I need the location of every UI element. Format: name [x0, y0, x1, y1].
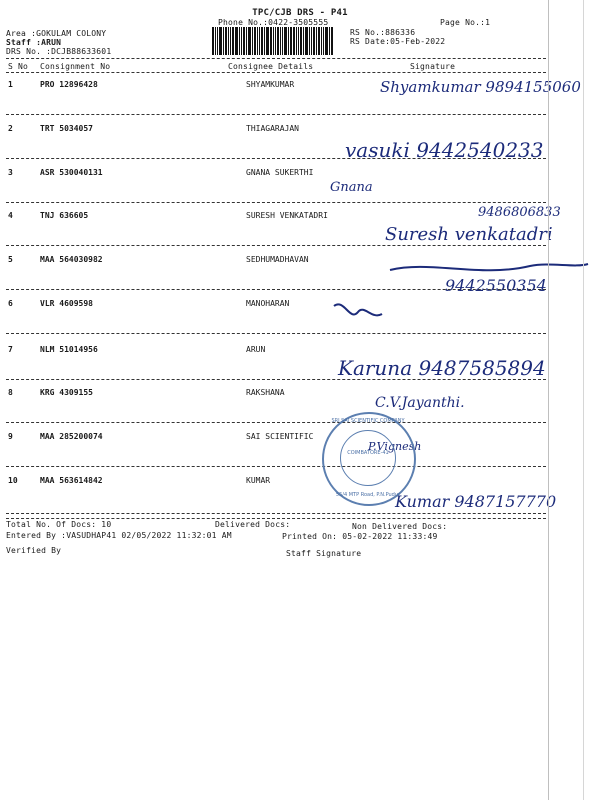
- row-sno: 1: [8, 80, 13, 89]
- row-sno: 7: [8, 345, 13, 354]
- barcode-bar: [261, 27, 263, 55]
- barcode-bar: [323, 27, 324, 55]
- barcode-bar: [225, 27, 227, 55]
- row-consignment: KRG 4309155: [40, 388, 93, 397]
- barcode-bar: [252, 27, 253, 55]
- row-consignment: TRT 5034057: [40, 124, 93, 133]
- barcode-bar: [318, 27, 320, 55]
- barcode-bar: [212, 27, 214, 55]
- divider: [6, 72, 546, 73]
- barcode-bar: [248, 27, 251, 55]
- staff-signature: Staff Signature: [286, 549, 362, 558]
- barcode-bar: [290, 27, 292, 55]
- barcode-bar: [309, 27, 310, 55]
- signature-10: Kumar 9487157770: [395, 492, 557, 511]
- col-sno: S No: [8, 62, 29, 71]
- barcode-bar: [275, 27, 276, 55]
- signature-9: P.Vignesh: [368, 440, 422, 453]
- signature-scribbles: [330, 256, 600, 336]
- row-divider: [6, 114, 546, 115]
- barcode-bar: [288, 27, 289, 55]
- signature-3: Gnana: [330, 180, 373, 195]
- signature-5-scribble: [390, 264, 588, 270]
- row-consignment: MAA 285200074: [40, 432, 103, 441]
- row-sno: 9: [8, 432, 13, 441]
- barcode-bar: [331, 27, 333, 55]
- row-consignment: PRO 12896428: [40, 80, 98, 89]
- stamp-inner-ring: [340, 430, 396, 486]
- signature-7: Karuna 9487585894: [338, 356, 546, 380]
- row-consignee: SHYAMKUMAR: [246, 80, 295, 89]
- signature-6-scribble: [334, 304, 382, 315]
- stamp-ring-text: SRI SAI SCIENTIFIC COMPANY: [331, 418, 405, 424]
- barcode-bar: [235, 27, 238, 55]
- divider: [6, 58, 546, 59]
- staff-label: Staff :ARUN: [6, 38, 62, 47]
- row-consignee: RAKSHANA: [246, 388, 285, 397]
- barcode-bar: [273, 27, 274, 55]
- delivered-docs: Delivered Docs:: [215, 520, 291, 529]
- barcode-bar: [270, 27, 272, 55]
- barcode-bar: [228, 27, 229, 55]
- barcode-bar: [241, 27, 242, 55]
- barcode-bar: [296, 27, 297, 55]
- entered-by: Entered By :VASUDHAP41 02/05/2022 11:32:01 AM: [6, 531, 232, 540]
- row-consignee: MANOHARAN: [246, 299, 290, 308]
- scan-edge-line: [548, 0, 549, 800]
- barcode-bar: [219, 27, 222, 55]
- printed-on: Printed On: 05-02-2022 11:33:49: [282, 532, 438, 541]
- row-divider: [6, 202, 546, 203]
- barcode-bar: [215, 27, 216, 55]
- barcode-bar: [316, 27, 317, 55]
- row-sno: 4: [8, 211, 13, 220]
- stamp-address-text: 55/4 MTP Road, P.N.Pudur: [335, 492, 401, 498]
- row-sno: 3: [8, 168, 13, 177]
- col-consignment: Consignment No: [40, 62, 111, 71]
- barcode-bar: [325, 27, 328, 55]
- barcode-bar: [259, 27, 260, 55]
- col-consignee: Consignee Details: [228, 62, 314, 71]
- row-consignment: MAA 563614842: [40, 476, 103, 485]
- row-sno: 5: [8, 255, 13, 264]
- row-consignee: SURESH VENKATADRI: [246, 211, 328, 220]
- scan-edge-line: [583, 0, 584, 800]
- divider: [6, 518, 546, 519]
- barcode-bar: [266, 27, 269, 55]
- rs-date: RS Date:05-Feb-2022: [350, 37, 446, 46]
- barcode-bar: [303, 27, 304, 55]
- barcode-bar: [257, 27, 258, 55]
- signature-4: Suresh venkatadri: [385, 224, 553, 245]
- barcode-bar: [329, 27, 330, 55]
- row-divider: [6, 466, 546, 467]
- signature-1: Shyamkumar 9894155060: [380, 78, 581, 96]
- barcode-bar: [284, 27, 287, 55]
- barcode-bar: [311, 27, 312, 55]
- row-divider: [6, 513, 546, 514]
- row-consignment: TNJ 636605: [40, 211, 89, 220]
- barcode-bar: [282, 27, 283, 55]
- barcode-bar: [300, 27, 302, 55]
- stamp-center-text: COIMBATORE-41: [347, 450, 389, 456]
- verified-by: Verified By: [6, 546, 62, 555]
- row-consignee: GNANA SUKERTHI: [246, 168, 314, 177]
- row-sno: 8: [8, 388, 13, 397]
- row-divider: [6, 245, 546, 246]
- area-label: Area :GOKULAM COLONY: [6, 29, 107, 38]
- barcode-bar: [232, 27, 234, 55]
- rs-number: RS No.:886336: [350, 28, 416, 37]
- row-consignment: ASR 530040131: [40, 168, 103, 177]
- barcode-bar: [217, 27, 218, 55]
- barcode-bar: [264, 27, 265, 55]
- table-row: [0, 432, 600, 476]
- row-consignment: NLM 51014956: [40, 345, 98, 354]
- row-sno: 2: [8, 124, 13, 133]
- row-sno: 10: [8, 476, 18, 485]
- row-consignee: ARUN: [246, 345, 266, 354]
- barcode-bar: [313, 27, 315, 55]
- page-number: Page No.:1: [440, 18, 491, 27]
- row-consignee: THIAGARAJAN: [246, 124, 299, 133]
- row-consignment: MAA 564030982: [40, 255, 103, 264]
- total-docs: Total No. Of Docs: 10: [6, 520, 112, 529]
- barcode-bar: [293, 27, 295, 55]
- col-signature: Signature: [410, 62, 456, 71]
- barcode: [212, 27, 342, 55]
- barcode-bar: [280, 27, 281, 55]
- barcode-bar: [223, 27, 224, 55]
- barcode-bar: [305, 27, 308, 55]
- barcode-bar: [298, 27, 299, 55]
- barcode-bar: [321, 27, 322, 55]
- signature-4-phone: 9486806833: [478, 205, 561, 220]
- non-delivered-docs: Non Delivered Docs:: [352, 522, 448, 531]
- row-divider: [6, 422, 546, 423]
- row-consignment: VLR 4609598: [40, 299, 93, 308]
- drs-number: DRS No. :DCJB88633601: [6, 47, 112, 56]
- signature-8: C.V.Jayanthi.: [375, 395, 465, 411]
- row-sno: 6: [8, 299, 13, 308]
- barcode-bar: [254, 27, 256, 55]
- barcode-bar: [246, 27, 247, 55]
- sheet-title: TPC/CJB DRS - P41: [252, 8, 348, 18]
- barcode-bar: [239, 27, 240, 55]
- row-consignee: SEDHUMADHAVAN: [246, 255, 309, 264]
- table-row: [0, 388, 600, 432]
- barcode-bar: [243, 27, 245, 55]
- phone-number: Phone No.:0422-3505555: [218, 18, 329, 27]
- row-consignee: SAI SCIENTIFIC: [246, 432, 314, 441]
- company-stamp: [322, 412, 416, 506]
- row-consignee: KUMAR: [246, 476, 271, 485]
- barcode-bar: [277, 27, 279, 55]
- signature-5-phone: 9442550354: [445, 276, 547, 295]
- barcode-bar: [230, 27, 231, 55]
- signature-2: vasuki 9442540233: [345, 138, 544, 162]
